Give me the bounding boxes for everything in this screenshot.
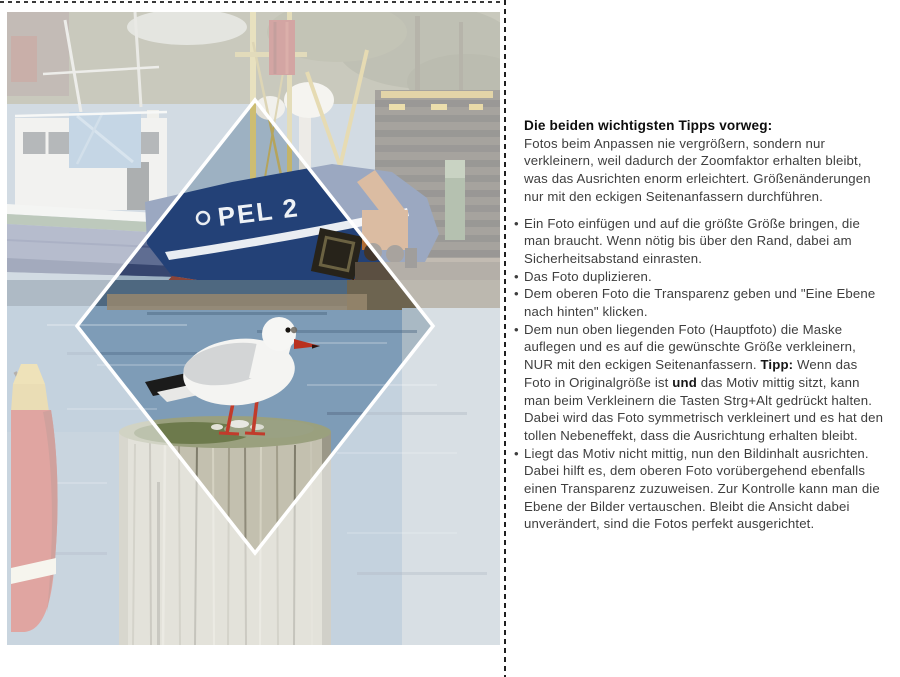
tips-list-item: • Dem oberen Foto die Transparenz geben und "Eine Ebene nach hinten" klicken. xyxy=(514,286,876,320)
tips-list-item: • Das Foto duplizieren. xyxy=(514,268,652,284)
tips-intro: Fotos beim Anpassen nie vergrößern, sondern nur verkleinern, weil dadurch der Zoomfaktor erhalten bleibt, was das Ausrichten enorm erleichtert. Größenänderungen nur mit den eckigen Seitenanfassern durchführen. xyxy=(524,135,871,204)
page-boundary-dash-top xyxy=(0,1,505,3)
tips-list-item: • Liegt das Motiv nicht mittig, nun den Bildinhalt ausrichten. Dabei hilft es, dem oberen Foto vorübergehend ebenfalls einen Transparenz zuzuweisen. Zur Kontrolle kann man die Ebene der Bilder vertauschen. Bleibt die Ansicht dabei unverändert, sind die Fotos perfekt ausgerichtet. xyxy=(514,445,880,532)
tips-panel xyxy=(514,117,888,533)
bullet-marker: • xyxy=(514,321,519,337)
photo-panel xyxy=(7,12,500,645)
tips-list-item: • Dem nun oben liegenden Foto (Hauptfoto) die Maske auflegen und es auf die gewünschte Größe verkleinern, NUR mit den eckigen Seitenanfassern. Tipp: Wenn das Foto in Originalgröße ist und das Motiv mittig sitzt, kann man beim Verkleinern die Tasten Strg+Alt gedrückt halten. Dabei wird das Foto symmetrisch verkleinert und es hat den tollen Nebeneffekt, dass die Ausrichtung erhalten bleibt. xyxy=(514,321,884,443)
tips-heading: Die beiden wichtigsten Tipps vorweg: xyxy=(524,118,773,133)
tips-list-item: • Ein Foto einfügen und auf die größte Größe bringen, die man braucht. Wenn nötig bis über den Rand, dabei am Sicherheitsabstand einrasten. xyxy=(514,215,860,266)
bullet-marker: • xyxy=(514,215,519,231)
harbor-photo xyxy=(7,12,500,645)
bullet-marker: • xyxy=(514,445,519,461)
tips-list xyxy=(514,215,888,534)
page-boundary-dash-vertical xyxy=(504,0,506,677)
bullet-marker: • xyxy=(514,286,519,302)
bullet-marker: • xyxy=(514,268,519,284)
